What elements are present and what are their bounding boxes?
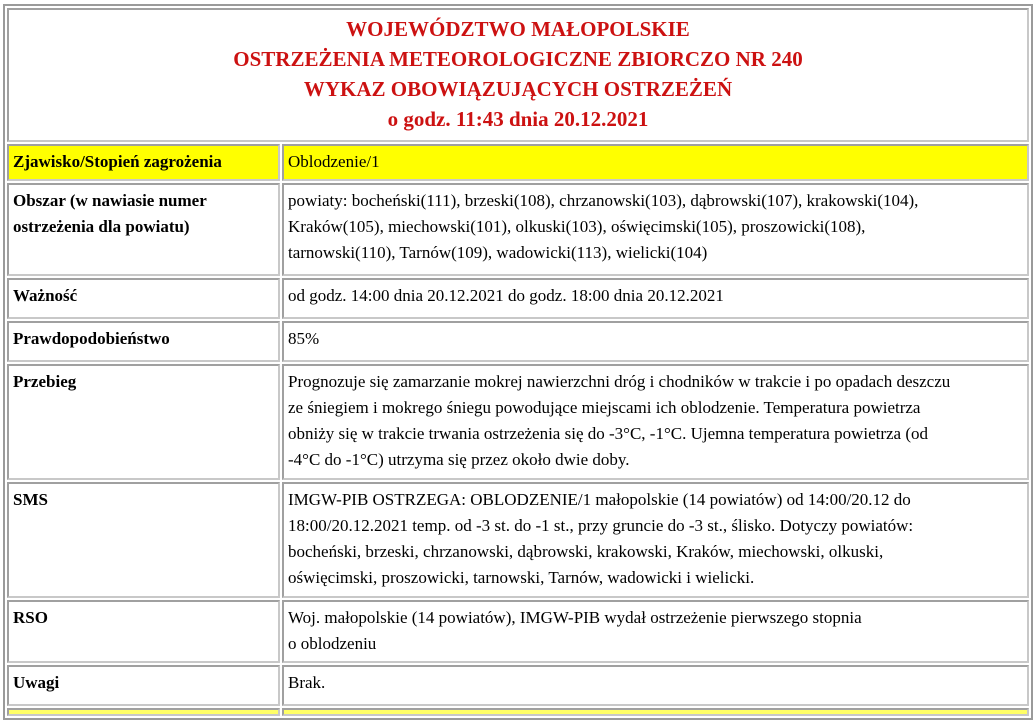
row-area bbox=[7, 183, 1029, 276]
area-line: powiaty: bocheński(111), brzeski(108), chrzanowski(103), dąbrowski(107), krakowski(104), bbox=[288, 191, 919, 210]
row-phenomenon bbox=[7, 144, 1029, 181]
header-bulletin-number: OSTRZEŻENIA METEOROLOGICZNE ZBIORCZO NR 240 bbox=[233, 47, 803, 71]
course-line: obniży się w trakcie trwania ostrzeżenia się do -3°C, -1°C. Ujemna temperatura powietrza (od bbox=[288, 424, 928, 443]
next-warning-row-partial bbox=[7, 708, 1029, 716]
course-label: Przebieg bbox=[7, 364, 280, 480]
course-value bbox=[282, 364, 1029, 480]
next-warning-label-cell bbox=[7, 708, 280, 716]
warning-table bbox=[3, 4, 1033, 720]
row-remarks bbox=[7, 665, 1029, 706]
sms-line: bocheński, brzeski, chrzanowski, dąbrowski, krakowski, Kraków, miechowski, olkuski, bbox=[288, 542, 884, 561]
header-row bbox=[7, 8, 1029, 142]
sms-line: oświęcimski, proszowicki, tarnowski, Tarnów, wadowicki i wielicki. bbox=[288, 568, 755, 587]
row-course bbox=[7, 364, 1029, 480]
course-line: -4°C do -1°C) utrzyma się przez około dwie doby. bbox=[288, 450, 630, 469]
course-line: Prognozuje się zamarzanie mokrej nawierzchni dróg i chodników w trakcie i po opadach deszczu bbox=[288, 372, 951, 391]
probability-label: Prawdopodobieństwo bbox=[7, 321, 280, 362]
area-label: Obszar (w nawiasie numer ostrzeżenia dla powiatu) bbox=[7, 183, 280, 276]
remarks-label: Uwagi bbox=[7, 665, 280, 706]
area-line: Kraków(105), miechowski(101), olkuski(103), oświęcimski(105), proszowicki(108), bbox=[288, 217, 866, 236]
sms-line: 18:00/20.12.2021 temp. od -3 st. do -1 st., przy gruncie do -3 st., ślisko. Dotyczy powiatów: bbox=[288, 516, 914, 535]
warning-header bbox=[7, 8, 1029, 142]
sms-label: SMS bbox=[7, 482, 280, 598]
phenomenon-value: Oblodzenie/1 bbox=[282, 144, 1029, 181]
row-probability bbox=[7, 321, 1029, 362]
validity-value: od godz. 14:00 dnia 20.12.2021 do godz. 18:00 dnia 20.12.2021 bbox=[282, 278, 1029, 319]
rso-label: RSO bbox=[7, 600, 280, 663]
rso-value bbox=[282, 600, 1029, 663]
sms-line: IMGW-PIB OSTRZEGA: OBLODZENIE/1 małopolskie (14 powiatów) od 14:00/20.12 do bbox=[288, 490, 911, 509]
probability-value: 85% bbox=[282, 321, 1029, 362]
header-timestamp: o godz. 11:43 dnia 20.12.2021 bbox=[387, 107, 649, 131]
area-value bbox=[282, 183, 1029, 276]
sms-value bbox=[282, 482, 1029, 598]
rso-line: o oblodzeniu bbox=[288, 634, 377, 653]
row-validity bbox=[7, 278, 1029, 319]
remarks-value: Brak. bbox=[282, 665, 1029, 706]
validity-label: Ważność bbox=[7, 278, 280, 319]
header-list-title: WYKAZ OBOWIĄZUJĄCYCH OSTRZEŻEŃ bbox=[303, 77, 733, 101]
next-warning-value-cell bbox=[282, 708, 1029, 716]
phenomenon-label: Zjawisko/Stopień zagrożenia bbox=[7, 144, 280, 181]
row-rso bbox=[7, 600, 1029, 663]
header-region: WOJEWÓDZTWO MAŁOPOLSKIE bbox=[346, 17, 690, 41]
area-line: tarnowski(110), Tarnów(109), wadowicki(113), wielicki(104) bbox=[288, 243, 708, 262]
rso-line: Woj. małopolskie (14 powiatów), IMGW-PIB wydał ostrzeżenie pierwszego stopnia bbox=[288, 608, 862, 627]
course-line: ze śniegiem i mokrego śniegu powodujące miejscami ich oblodzenie. Temperatura powietrza bbox=[288, 398, 921, 417]
row-sms bbox=[7, 482, 1029, 598]
